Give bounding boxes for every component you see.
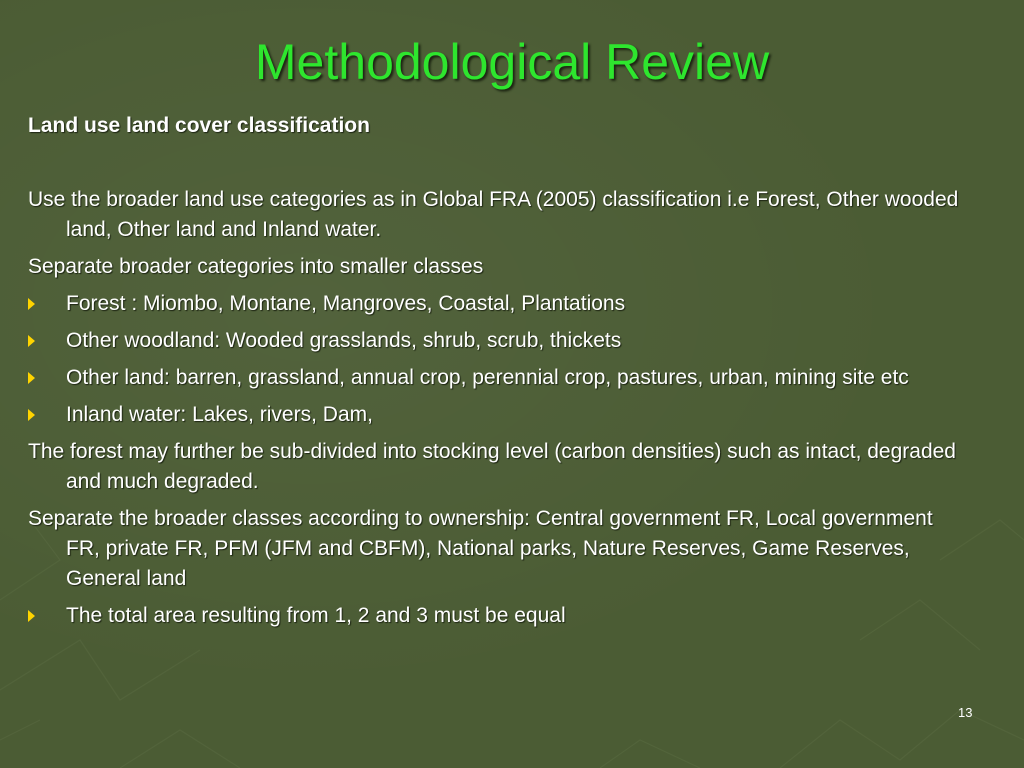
- bullet-text: Other land: barren, grassland, annual crop, perennial crop, pastures, urban, mining site etc: [66, 366, 909, 389]
- arrow-right-icon: [28, 372, 35, 384]
- bullet-text: Inland water: Lakes, rivers, Dam,: [66, 403, 373, 426]
- paragraph-smaller-classes: Separate broader categories into smaller classes: [28, 255, 484, 278]
- paragraph-broader-categories: Use the broader land use categories as in Global FRA (2005) classification i.e Forest, Other wooded land, Other land and Inland water.: [28, 188, 959, 241]
- arrow-right-icon: [28, 335, 35, 347]
- arrow-right-icon: [28, 610, 35, 622]
- list-item-other-land: [28, 363, 968, 393]
- list-item-forest: [28, 289, 968, 319]
- bullet-text: The total area resulting from 1, 2 and 3 must be equal: [66, 604, 566, 627]
- list-item-inland-water: [28, 400, 968, 430]
- bullet-text: Forest : Miombo, Montane, Mangroves, Coastal, Plantations: [66, 292, 626, 315]
- slide-body: [28, 185, 968, 638]
- slide-title: Methodological Review: [254, 34, 770, 90]
- bullet-text: Other woodland: Wooded grasslands, shrub, scrub, thickets: [66, 329, 622, 352]
- page-number: 13: [958, 705, 973, 720]
- paragraph-forest-subdivision: The forest may further be sub-divided into stocking level (carbon densities) such as intact, degraded and much degraded.: [28, 440, 956, 493]
- paragraph-ownership: Separate the broader classes according to ownership: Central government FR, Local government FR, private FR, PFM (JFM and CBFM), National parks, Nature Reserves, Game Reserves, General land: [28, 507, 933, 590]
- arrow-right-icon: [28, 409, 35, 421]
- section-heading: Land use land cover classification: [28, 114, 370, 137]
- list-item-other-woodland: [28, 326, 968, 356]
- list-item-total-area: [28, 601, 968, 631]
- arrow-right-icon: [28, 298, 35, 310]
